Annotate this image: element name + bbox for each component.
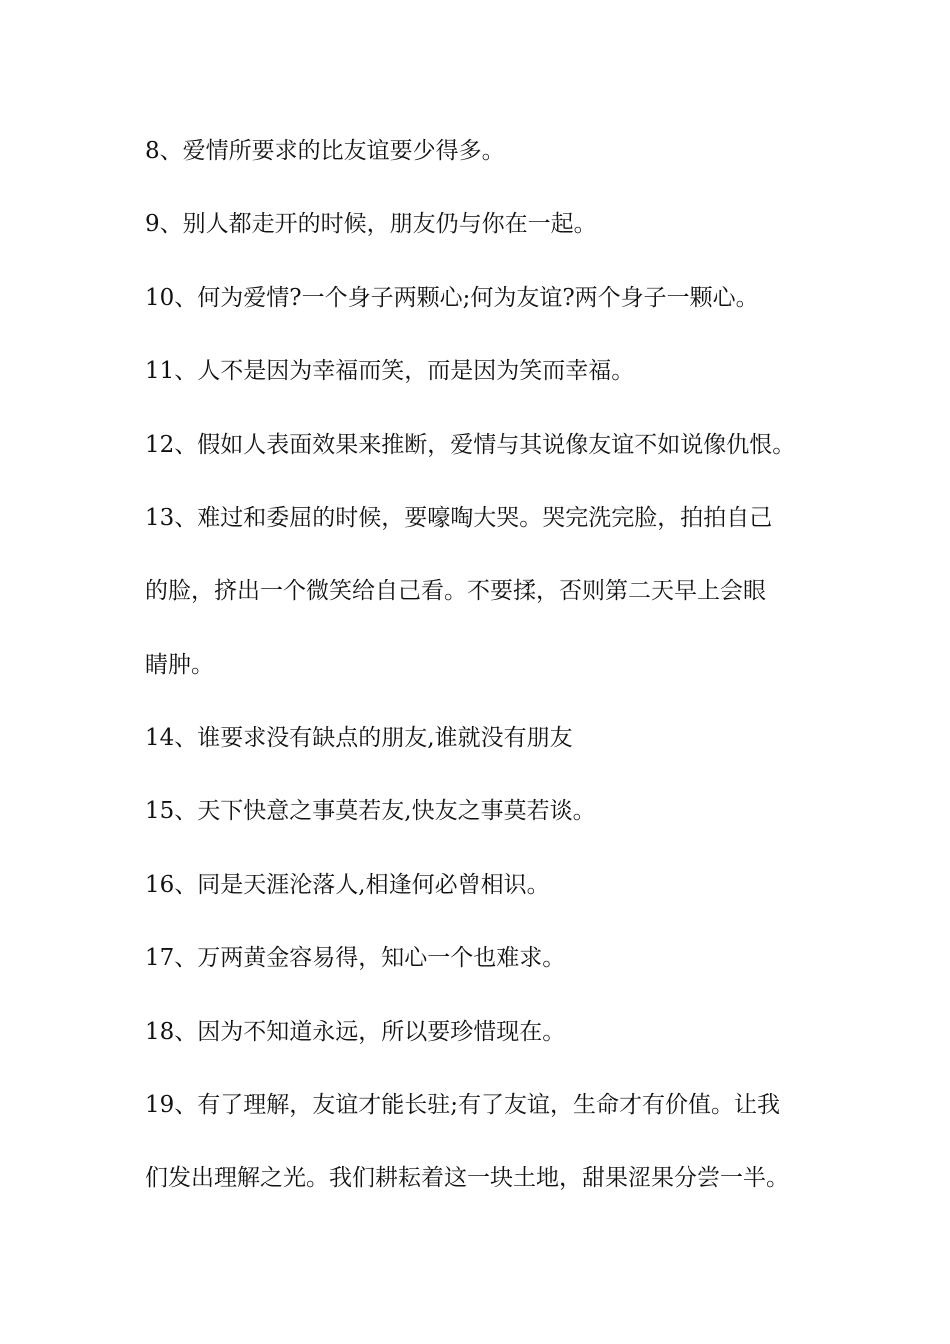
text-line: 睛肿。 <box>145 651 214 678</box>
text-line: 9、别人都走开的时候，朋友仍与你在一起。 <box>145 211 597 238</box>
text-line: 13、难过和委屈的时候，要嚎啕大哭。哭完洗完脸，拍拍自己 <box>145 504 773 531</box>
blank-line <box>145 830 835 867</box>
blank-line <box>145 170 835 207</box>
blank-line <box>145 757 835 794</box>
blank-line <box>145 316 835 353</box>
text-line: 19、有了理解，友谊才能长驻;有了友谊，生命才有价值。让我 <box>145 1091 781 1118</box>
blank-line <box>145 610 835 647</box>
blank-line <box>145 1124 835 1161</box>
blank-line <box>145 463 835 500</box>
text-line: 15、天下快意之事莫若友,快友之事莫若谈。 <box>145 798 596 825</box>
blank-line <box>145 390 835 427</box>
blank-line <box>145 903 835 940</box>
blank-line <box>145 537 835 574</box>
text-line: 11、人不是因为幸福而笑，而是因为笑而幸福。 <box>145 358 635 385</box>
blank-line <box>145 1050 835 1087</box>
blank-line <box>145 243 835 280</box>
text-line: 14、谁要求没有缺点的朋友,谁就没有朋友 <box>145 725 573 751</box>
text-body <box>145 133 835 1197</box>
text-line: 12、假如人表面效果来推断，爱情与其说像友谊不如说像仇恨。 <box>145 431 796 458</box>
text-line: 的脸，挤出一个微笑给自己看。不要揉，否则第二天早上会眼 <box>145 578 766 605</box>
blank-line <box>145 977 835 1014</box>
blank-line <box>145 683 835 720</box>
text-line: 16、同是天涯沦落人,相逢何必曾相识。 <box>145 871 550 898</box>
text-line: 们发出理解之光。我们耕耘着这一块土地，甜果涩果分尝一半。 <box>145 1165 789 1192</box>
text-line: 8、爱情所要求的比友谊要少得多。 <box>145 138 505 164</box>
text-line: 17、万两黄金容易得，知心一个也难求。 <box>145 945 566 972</box>
text-line: 18、因为不知道永远，所以要珍惜现在。 <box>145 1018 566 1045</box>
text-line: 10、何为爱情?一个身子两颗心;何为友谊?两个身子一颗心。 <box>145 284 759 311</box>
